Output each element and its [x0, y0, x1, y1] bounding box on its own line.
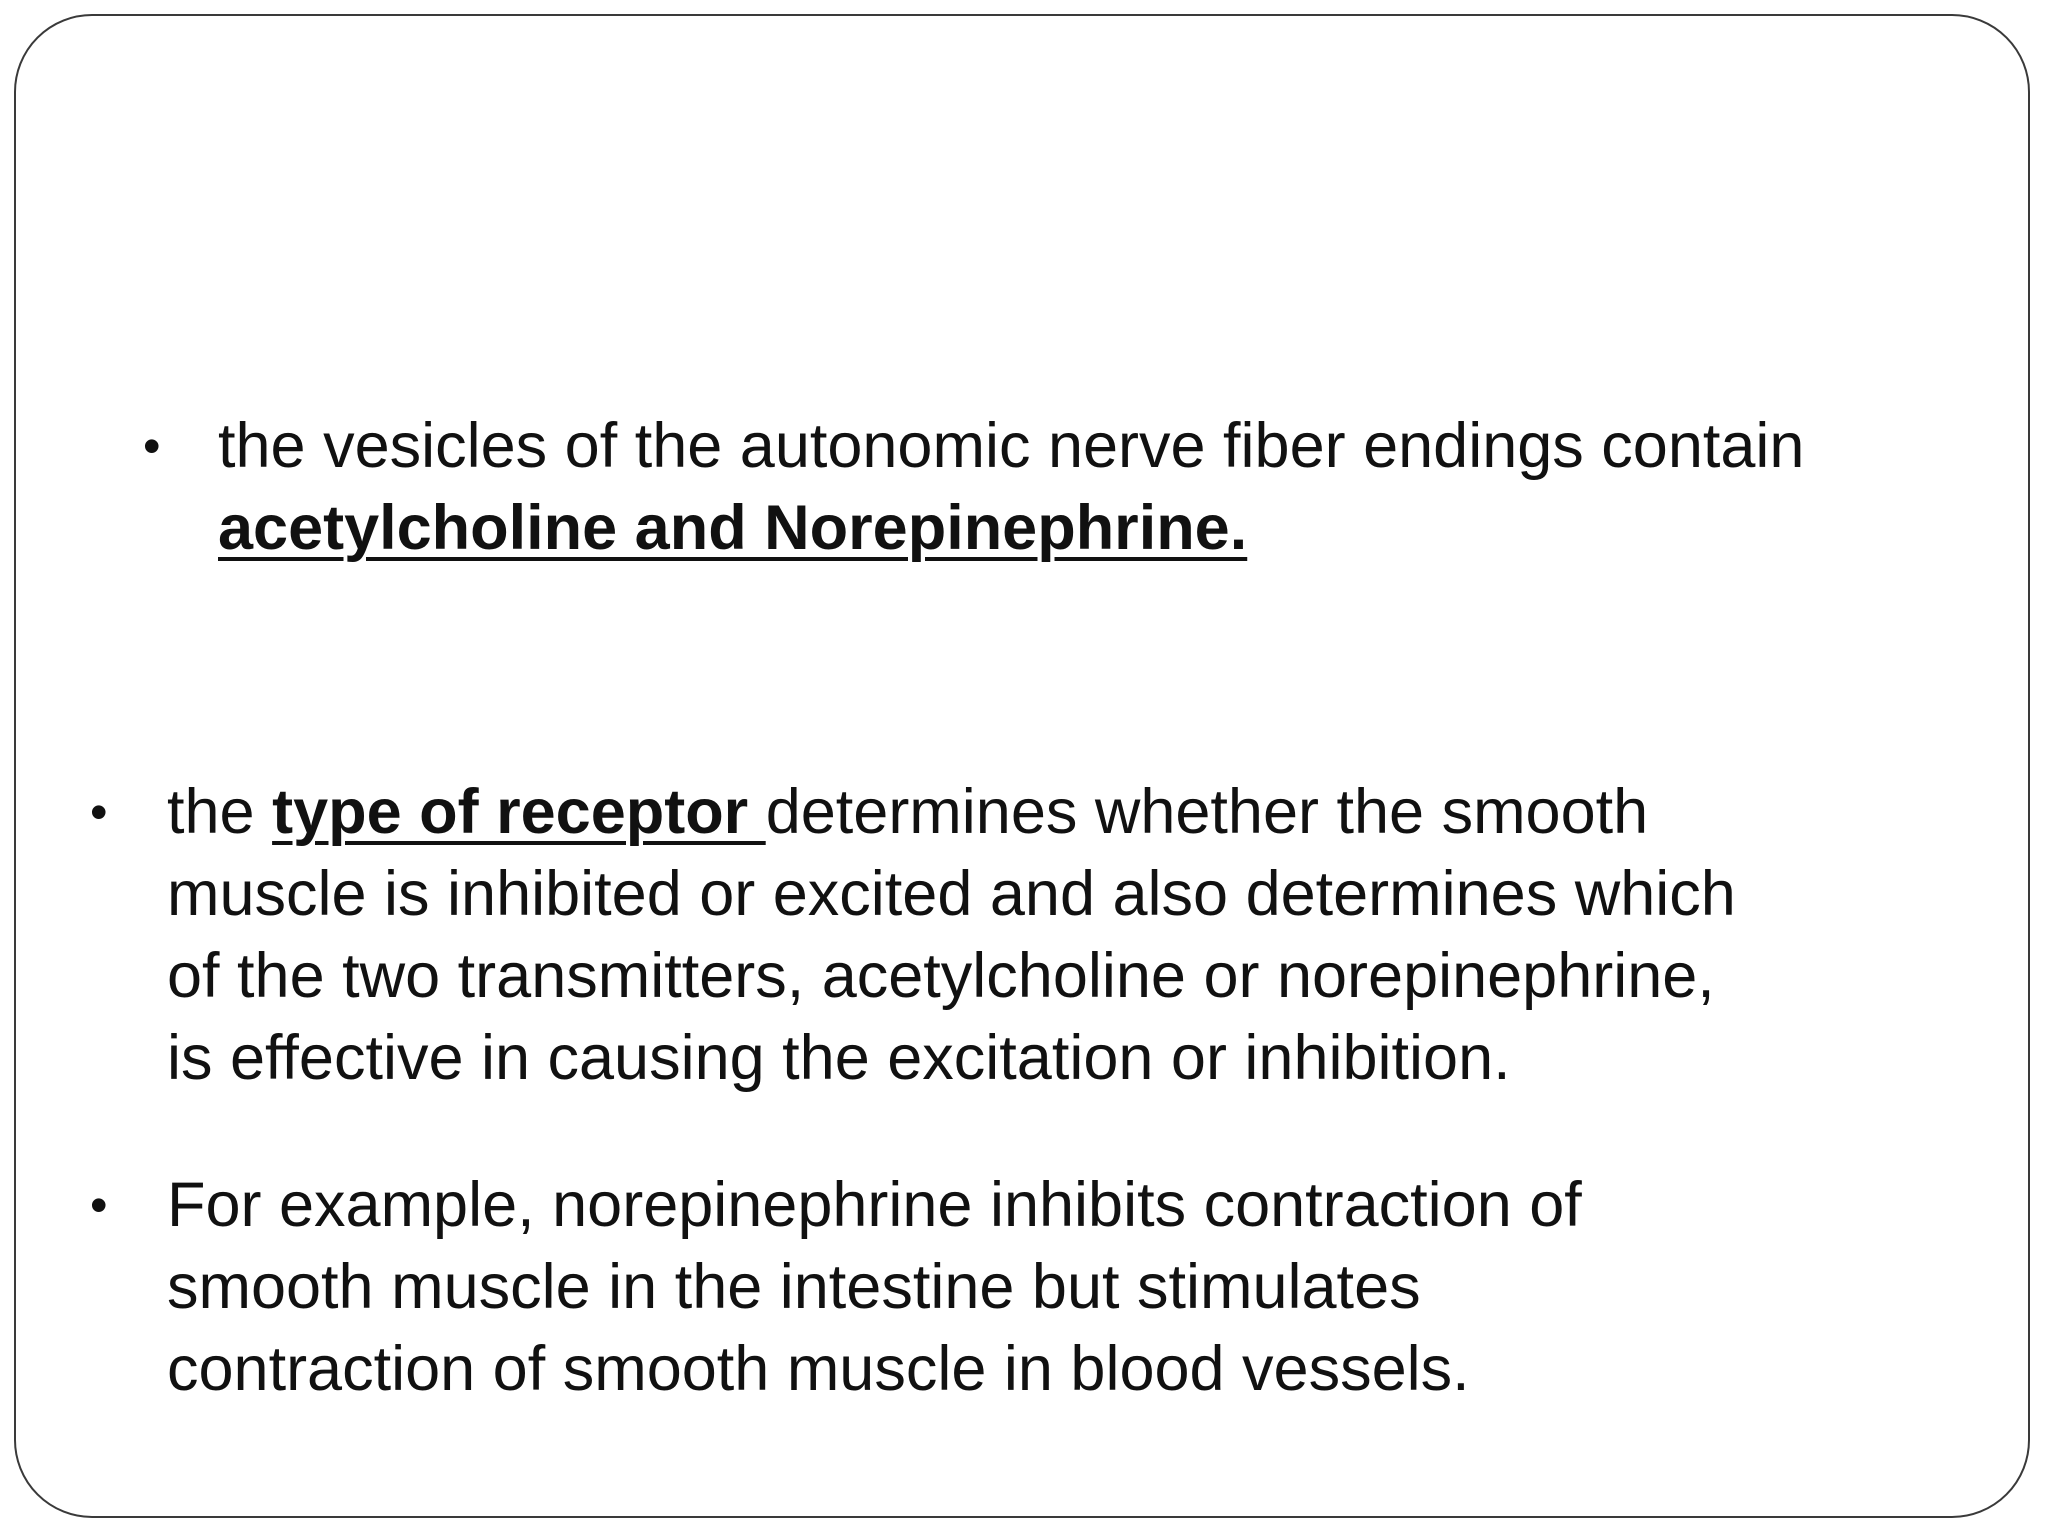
- bullet-marker: •: [90, 784, 108, 840]
- bullet-text: [167, 1164, 1582, 1410]
- emphasis-text: acetylcholine and Norepinephrine.: [218, 493, 1248, 563]
- bullet-marker: •: [143, 418, 161, 474]
- bullet-line: smooth muscle in the intestine but stimulates: [167, 1252, 1421, 1322]
- bullet-text: [167, 771, 1736, 1099]
- bullet-line: contraction of smooth muscle in blood vessels.: [167, 1334, 1470, 1404]
- bullet-line-prefix: the: [167, 777, 273, 847]
- bullet-line: muscle is inhibited or excited and also determines which: [167, 859, 1736, 929]
- bullet-line: For example, norepinephrine inhibits contraction of: [167, 1170, 1582, 1240]
- bullet-line: the vesicles of the autonomic nerve fiber endings contain: [218, 411, 1805, 481]
- emphasis-text: type of receptor: [272, 777, 766, 847]
- bullet-line: is effective in causing the excitation or inhibition.: [167, 1023, 1511, 1093]
- bullet-line: [167, 771, 1736, 853]
- bullet-text: [218, 405, 1804, 569]
- bullet-line-suffix: determines whether the smooth: [765, 777, 1649, 847]
- bullet-marker: •: [90, 1177, 108, 1233]
- bullet-line: of the two transmitters, acetylcholine or norepinephrine,: [167, 941, 1715, 1011]
